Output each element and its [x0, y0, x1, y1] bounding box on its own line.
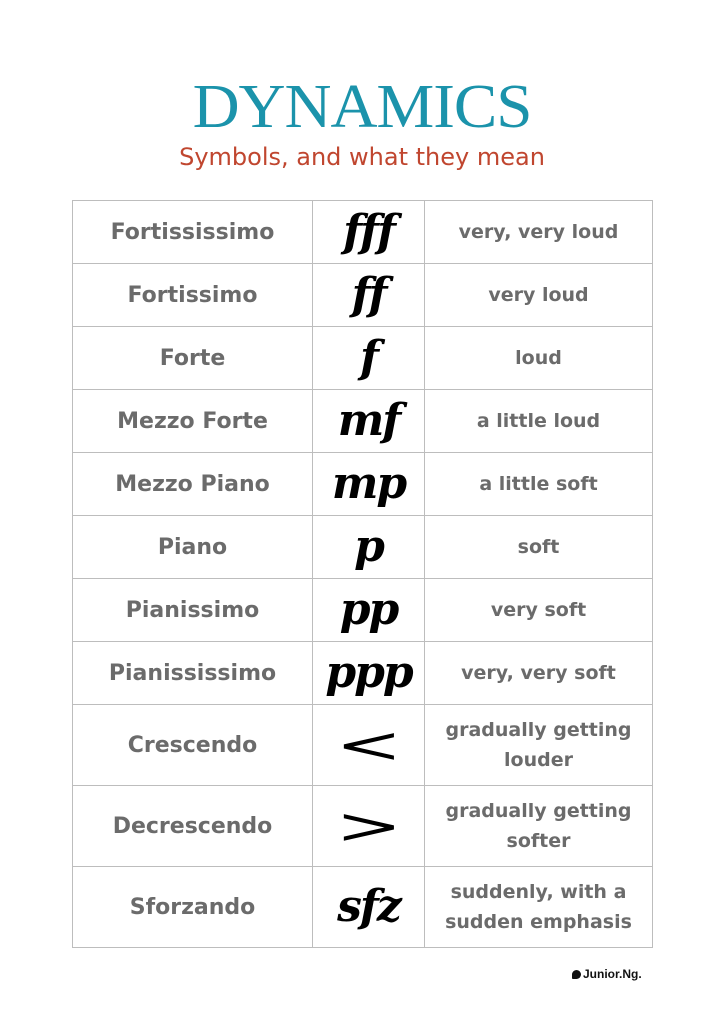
dynamic-symbol: p — [313, 516, 425, 579]
dynamic-symbol-cell — [313, 705, 425, 786]
dynamic-symbol: fff — [313, 201, 425, 264]
brand-icon — [572, 970, 581, 979]
dynamic-meaning: a little soft — [425, 453, 653, 516]
dynamic-name: Crescendo — [73, 705, 313, 786]
dynamic-name: Mezzo Forte — [73, 390, 313, 453]
table-row — [73, 453, 653, 516]
dynamic-symbol: f — [313, 327, 425, 390]
dynamic-name: Fortissimo — [73, 264, 313, 327]
table-row — [73, 642, 653, 705]
table-row — [73, 705, 653, 786]
table-row — [73, 264, 653, 327]
dynamic-meaning: very, very soft — [425, 642, 653, 705]
brand-logo — [572, 967, 642, 981]
dynamic-symbol: ppp — [313, 642, 425, 705]
dynamic-meaning: very loud — [425, 264, 653, 327]
dynamic-symbol: mp — [313, 453, 425, 516]
dynamic-name: Sforzando — [73, 867, 313, 948]
brand-text: Junior.Ng. — [583, 967, 642, 981]
table-row — [73, 201, 653, 264]
dynamic-name: Mezzo Piano — [73, 453, 313, 516]
dynamic-symbol: pp — [313, 579, 425, 642]
dynamic-meaning: a little loud — [425, 390, 653, 453]
table-row — [73, 327, 653, 390]
dynamic-meaning: very, very loud — [425, 201, 653, 264]
table-row — [73, 390, 653, 453]
decrescendo-symbol: > — [334, 797, 403, 855]
dynamic-name: Fortississimo — [73, 201, 313, 264]
table-row — [73, 867, 653, 948]
dynamic-name: Pianississimo — [73, 642, 313, 705]
table-row — [73, 786, 653, 867]
dynamic-meaning: soft — [425, 516, 653, 579]
table-row — [73, 579, 653, 642]
page-title: DYNAMICS — [192, 73, 532, 141]
dynamic-meaning: gradually getting softer — [425, 786, 653, 867]
dynamic-symbol: mf — [313, 390, 425, 453]
dynamic-meaning: gradually getting louder — [425, 705, 653, 786]
dynamic-symbol: sfz — [313, 867, 425, 948]
dynamic-name: Forte — [73, 327, 313, 390]
dynamic-name: Pianissimo — [73, 579, 313, 642]
dynamic-symbol: ff — [313, 264, 425, 327]
dynamic-name: Decrescendo — [73, 786, 313, 867]
crescendo-symbol: < — [334, 716, 403, 774]
table-row — [73, 516, 653, 579]
dynamic-meaning: suddenly, with a sudden emphasis — [425, 867, 653, 948]
dynamic-meaning: very soft — [425, 579, 653, 642]
dynamic-meaning: loud — [425, 327, 653, 390]
dynamic-name: Piano — [73, 516, 313, 579]
dynamics-table — [72, 200, 653, 948]
dynamic-symbol-cell — [313, 786, 425, 867]
page-subtitle: Symbols, and what they mean — [179, 143, 545, 171]
